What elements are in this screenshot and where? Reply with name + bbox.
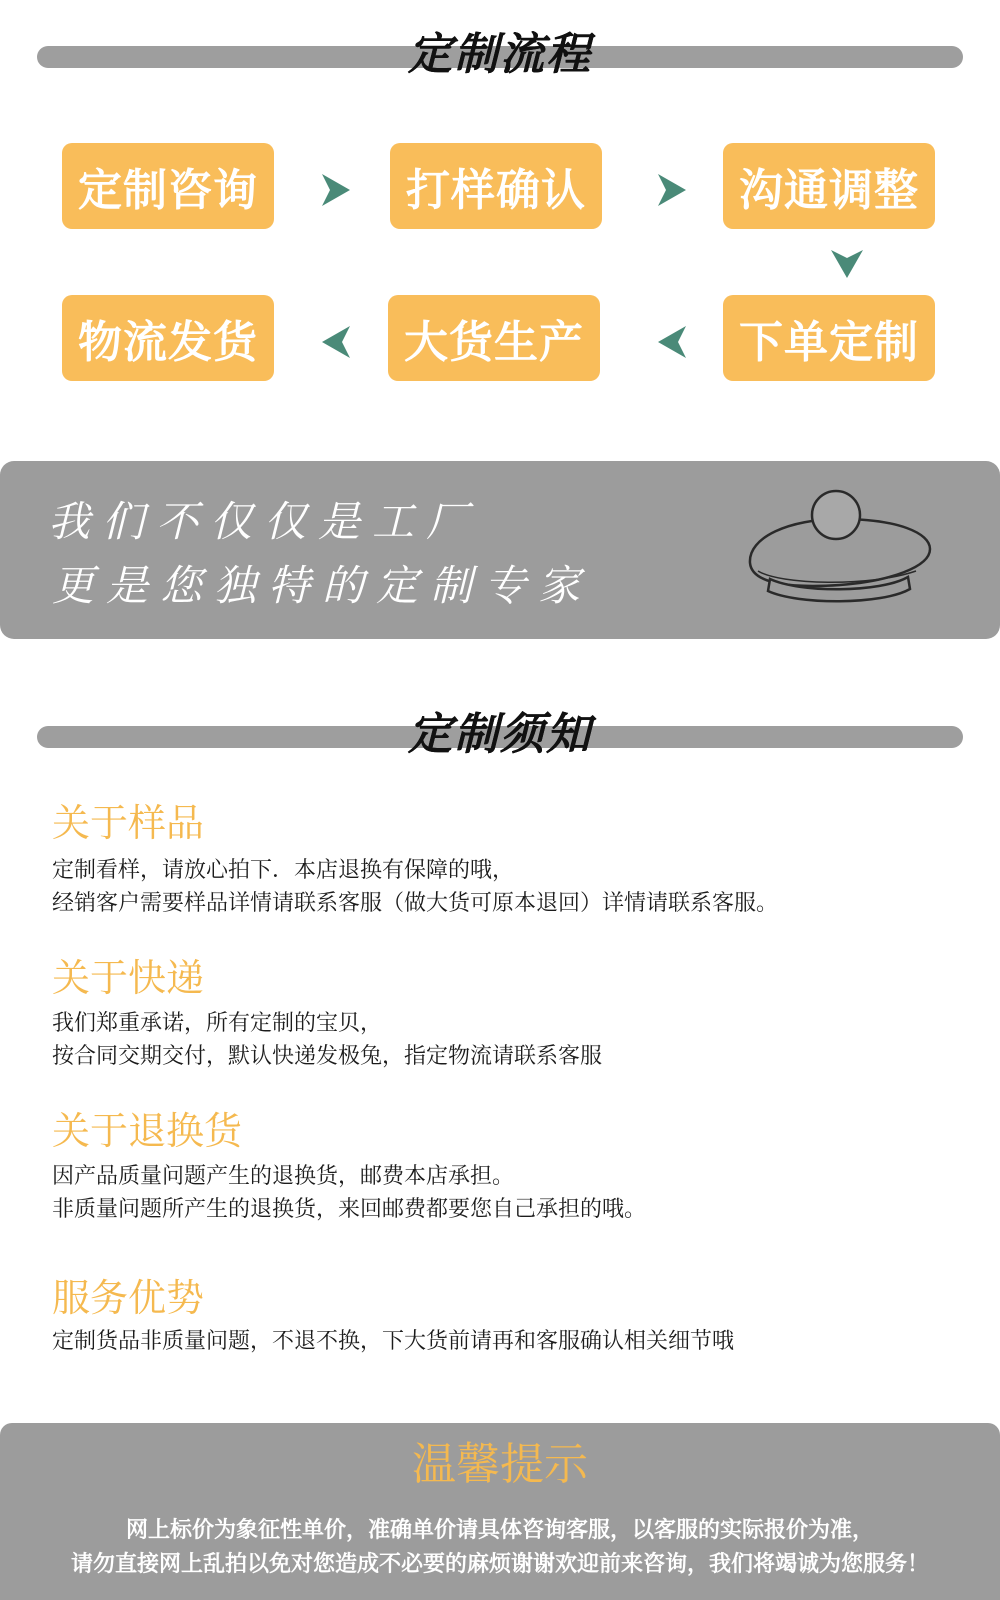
note-express — [52, 955, 952, 1073]
note-advantages — [52, 1275, 952, 1358]
process-title: 定制流程 — [408, 29, 592, 80]
tips-panel — [0, 1423, 1000, 1600]
note-line: 非质量问题所产生的退换货，来回邮费都要您自己承担的哦。 — [52, 1197, 647, 1222]
note-line: 按合同交期交付，默认快递发极兔，指定物流请联系客服 — [52, 1044, 603, 1069]
slogan-banner — [0, 461, 1000, 639]
step-shipping: 物流发货 — [62, 295, 274, 381]
tips-line-1: 网上标价为象征性单价，准确单价请具体咨询客服，以客服的实际报价为准， — [125, 1518, 874, 1543]
note-line: 因产品质量问题产生的退换货，邮费本店承担。 — [52, 1164, 515, 1189]
note-heading: 关于退换货 — [52, 1109, 243, 1153]
slogan-line-2: 更是您独特的定制专家 — [52, 561, 593, 610]
note-returns — [52, 1108, 952, 1226]
note-line: 经销客户需要样品详情请联系客服（做大货可原本退回）详情请联系客服。 — [52, 891, 779, 916]
step-order: 下单定制 — [723, 295, 935, 381]
process-header — [0, 18, 1000, 78]
step-consult: 定制咨询 — [62, 143, 274, 229]
note-line: 我们郑重承诺，所有定制的宝贝， — [52, 1011, 383, 1036]
arrow-left-icon — [316, 322, 356, 362]
beret-hat-icon — [740, 481, 940, 616]
notes-title: 定制须知 — [408, 709, 592, 760]
arrow-right-icon — [316, 170, 356, 210]
step-sample: 打样确认 — [390, 143, 602, 229]
tips-title: 温馨提示 — [412, 1439, 588, 1490]
note-line: 定制看样，请放心拍下．本店退换有保障的哦， — [52, 858, 515, 883]
note-samples — [52, 800, 952, 920]
tips-line-2: 请勿直接网上乱拍以免对您造成不必要的麻烦谢谢欢迎前来咨询，我们将竭诚为您服务！ — [70, 1552, 929, 1577]
step-production: 大货生产 — [388, 295, 600, 381]
note-line: 定制货品非质量问题，不退不换，下大货前请再和客服确认相关细节哦 — [52, 1329, 735, 1354]
step-adjust: 沟通调整 — [723, 143, 935, 229]
note-heading: 关于快递 — [52, 956, 205, 1000]
slogan-line-1: 我们不仅仅是工厂 — [48, 497, 481, 546]
arrow-right-icon — [652, 170, 692, 210]
arrow-left-icon — [652, 322, 692, 362]
note-heading: 关于样品 — [52, 801, 205, 845]
arrow-down-icon — [827, 244, 867, 284]
notes-header — [0, 698, 1000, 758]
note-heading: 服务优势 — [52, 1276, 205, 1320]
